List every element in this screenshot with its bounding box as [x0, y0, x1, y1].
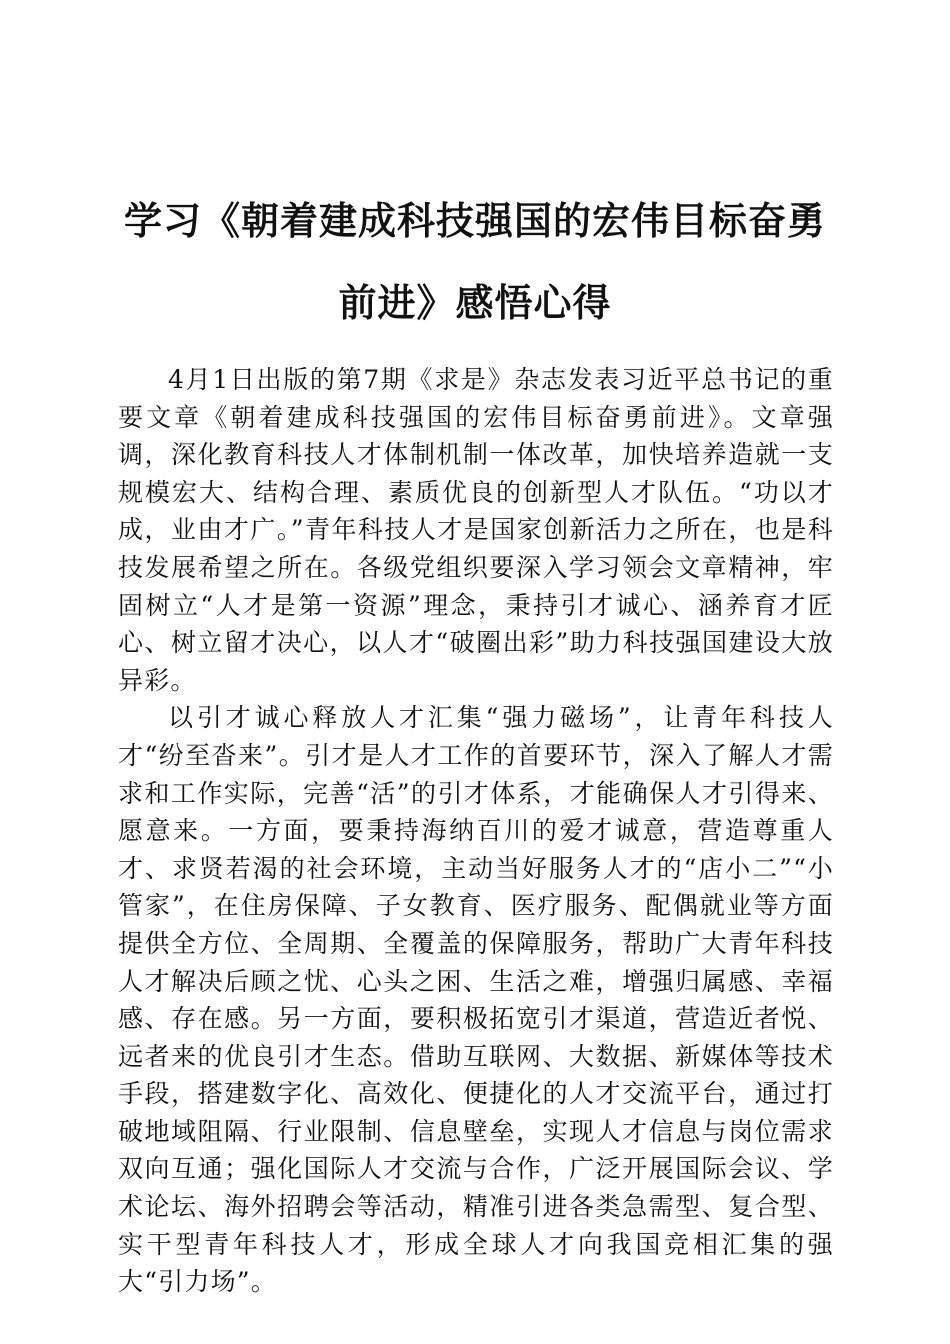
document-title: 学习《朝着建成科技强国的宏伟目标奋勇前进》感悟心得	[123, 198, 826, 325]
paragraph-2: 以引才诚心释放人才汇集“强力磁场”，让青年科技人才“纷至沓来”。引才是人才工作的首要环节，深入了解人才需求和工作实际，完善“活”的引才体系，才能确保人才引得来、愿意来。一方面，要秉持海纳百川的爱才诚意，营造尊重人才、求贤若渴的社会环境，主动当好服务人才的“店小二”“小管家”，在住房保障、子女教育、医疗服务、配偶就业等方面提供全方位、全周期、全覆盖的保障服务，帮助广大青年科技人才解决后顾之忧、心头之困、生活之难，增强归属感、幸福感、存在感。另一方面，要积极拓宽引才渠道，营造近者悦、远者来的优良引才生态。借助互联网、大数据、新媒体等技术手段，搭建数字化、高效化、便捷化的人才交流平台，通过打破地域阻隔、行业限制、信息壁垒，实现人才信息与岗位需求双向互通；强化国际人才交流与合作，广泛开展国际会议、学术论坛、海外招聘会等活动，精准引进各类急需型、复合型、实干型青年科技人才，形成全球人才向我国竞相汇集的强大“引力场”。	[118, 703, 834, 1297]
paragraph-1: 4月1日出版的第7期《求是》杂志发表习近平总书记的重要文章《朝着建成科技强国的宏伟目标奋勇前进》。文章强调，深化教育科技人才体制机制一体改革，加快培养造就一支规模宏大、结构合理、素质优良的创新型人才队伍。“功以才成，业由才广。”青年科技人才是国家创新活力之所在，也是科技发展希望之所在。各级党组织要深入学习领会文章精神，牢固树立“人才是第一资源”理念，秉持引才诚心、涵养育才匠心、树立留才决心，以人才“破圈出彩”助力科技强国建设大放异彩。	[118, 365, 834, 695]
document-body	[118, 361, 834, 1301]
